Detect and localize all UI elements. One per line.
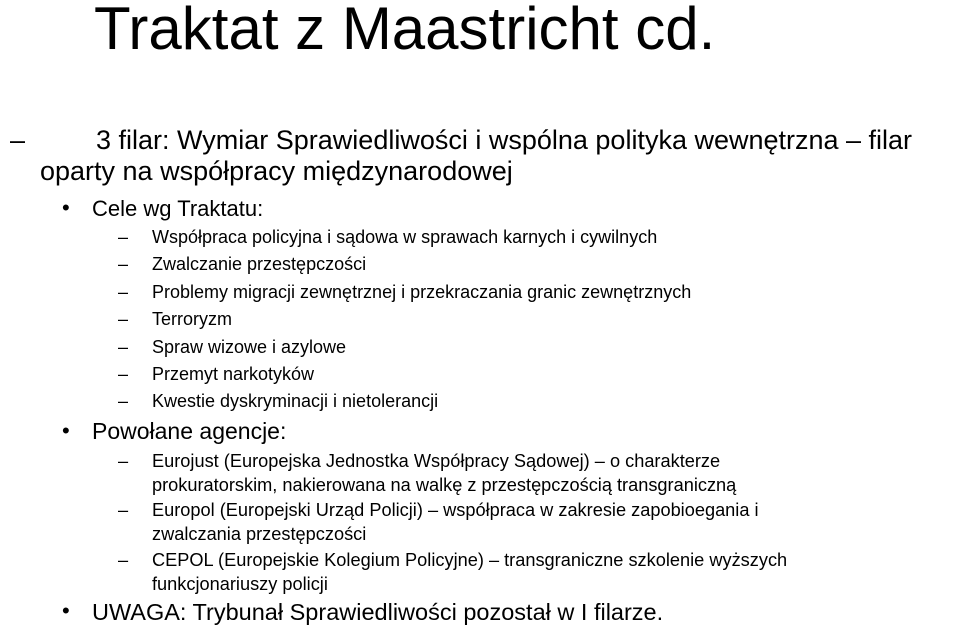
bullet-agencje (62, 418, 287, 444)
bullet-cele (62, 195, 264, 222)
dash-icon: – (118, 227, 129, 247)
cele-label: Cele wg Traktatu: (92, 196, 264, 221)
cele-item-text: Spraw wizowe i azylowe (152, 337, 347, 357)
cele-item-text: Kwestie dyskryminacji i nietolerancji (152, 391, 439, 411)
agencja-item-europol (118, 498, 759, 546)
uwaga-text: UWAGA: Trybunał Sprawiedliwości pozostał w I filarze. (92, 599, 664, 625)
dash-icon: – (118, 364, 129, 384)
cele-item (118, 225, 658, 249)
dash-icon: – (118, 337, 129, 357)
cele-item-text: Współpraca policyjna i sądowa w sprawach karnych i cywilnych (152, 227, 658, 247)
level1-item-filar (10, 125, 913, 187)
dash-icon: – (118, 500, 129, 520)
cele-item (118, 389, 439, 413)
agencja-line-2: funkcjonariuszy policji (152, 574, 328, 594)
filar-line-1: 3 filar: Wymiar Sprawiedliwości i wspólna polityka wewnętrzna – filar (96, 125, 913, 155)
agencje-label: Powołane agencje: (92, 418, 287, 444)
filar-line-2: oparty na współpracy międzynarodowej (40, 156, 513, 186)
agencja-line-1: CEPOL (Europejskie Kolegium Policyjne) – transgraniczne szkolenie wyższych (152, 550, 788, 570)
cele-item (118, 335, 347, 359)
dash-icon: – (10, 125, 26, 155)
agencja-line-2: zwalczania przestępczości (152, 524, 367, 544)
cele-item (118, 280, 692, 304)
cele-item (118, 252, 367, 276)
dash-icon: – (118, 451, 129, 471)
agencja-item-eurojust (118, 449, 737, 497)
agencja-line-1: Europol (Europejski Urząd Policji) – współpraca w zakresie zapobioegania i (152, 500, 759, 520)
dash-icon: – (118, 391, 129, 411)
slide-title: Traktat z Maastricht cd. (94, 0, 716, 62)
bullet-icon: • (62, 418, 70, 443)
cele-item-text: Przemyt narkotyków (152, 364, 315, 384)
agencja-line-2: prokuratorskim, nakierowana na walkę z przestępczością transgraniczną (152, 475, 737, 495)
cele-item-text: Terroryzm (152, 309, 232, 329)
cele-item-text: Zwalczanie przestępczości (152, 254, 367, 274)
bullet-uwaga (62, 598, 664, 625)
agencja-item-cepol (118, 548, 788, 596)
cele-item-text: Problemy migracji zewnętrznej i przekraczania granic zewnętrznych (152, 282, 692, 302)
cele-item (118, 362, 315, 386)
dash-icon: – (118, 550, 129, 570)
dash-icon: – (118, 254, 129, 274)
dash-icon: – (118, 282, 129, 302)
dash-icon: – (118, 309, 129, 329)
bullet-icon: • (62, 598, 70, 623)
bullet-icon: • (62, 195, 70, 220)
agencja-line-1: Eurojust (Europejska Jednostka Współpracy Sądowej) – o charakterze (152, 451, 721, 471)
cele-item (118, 307, 232, 331)
